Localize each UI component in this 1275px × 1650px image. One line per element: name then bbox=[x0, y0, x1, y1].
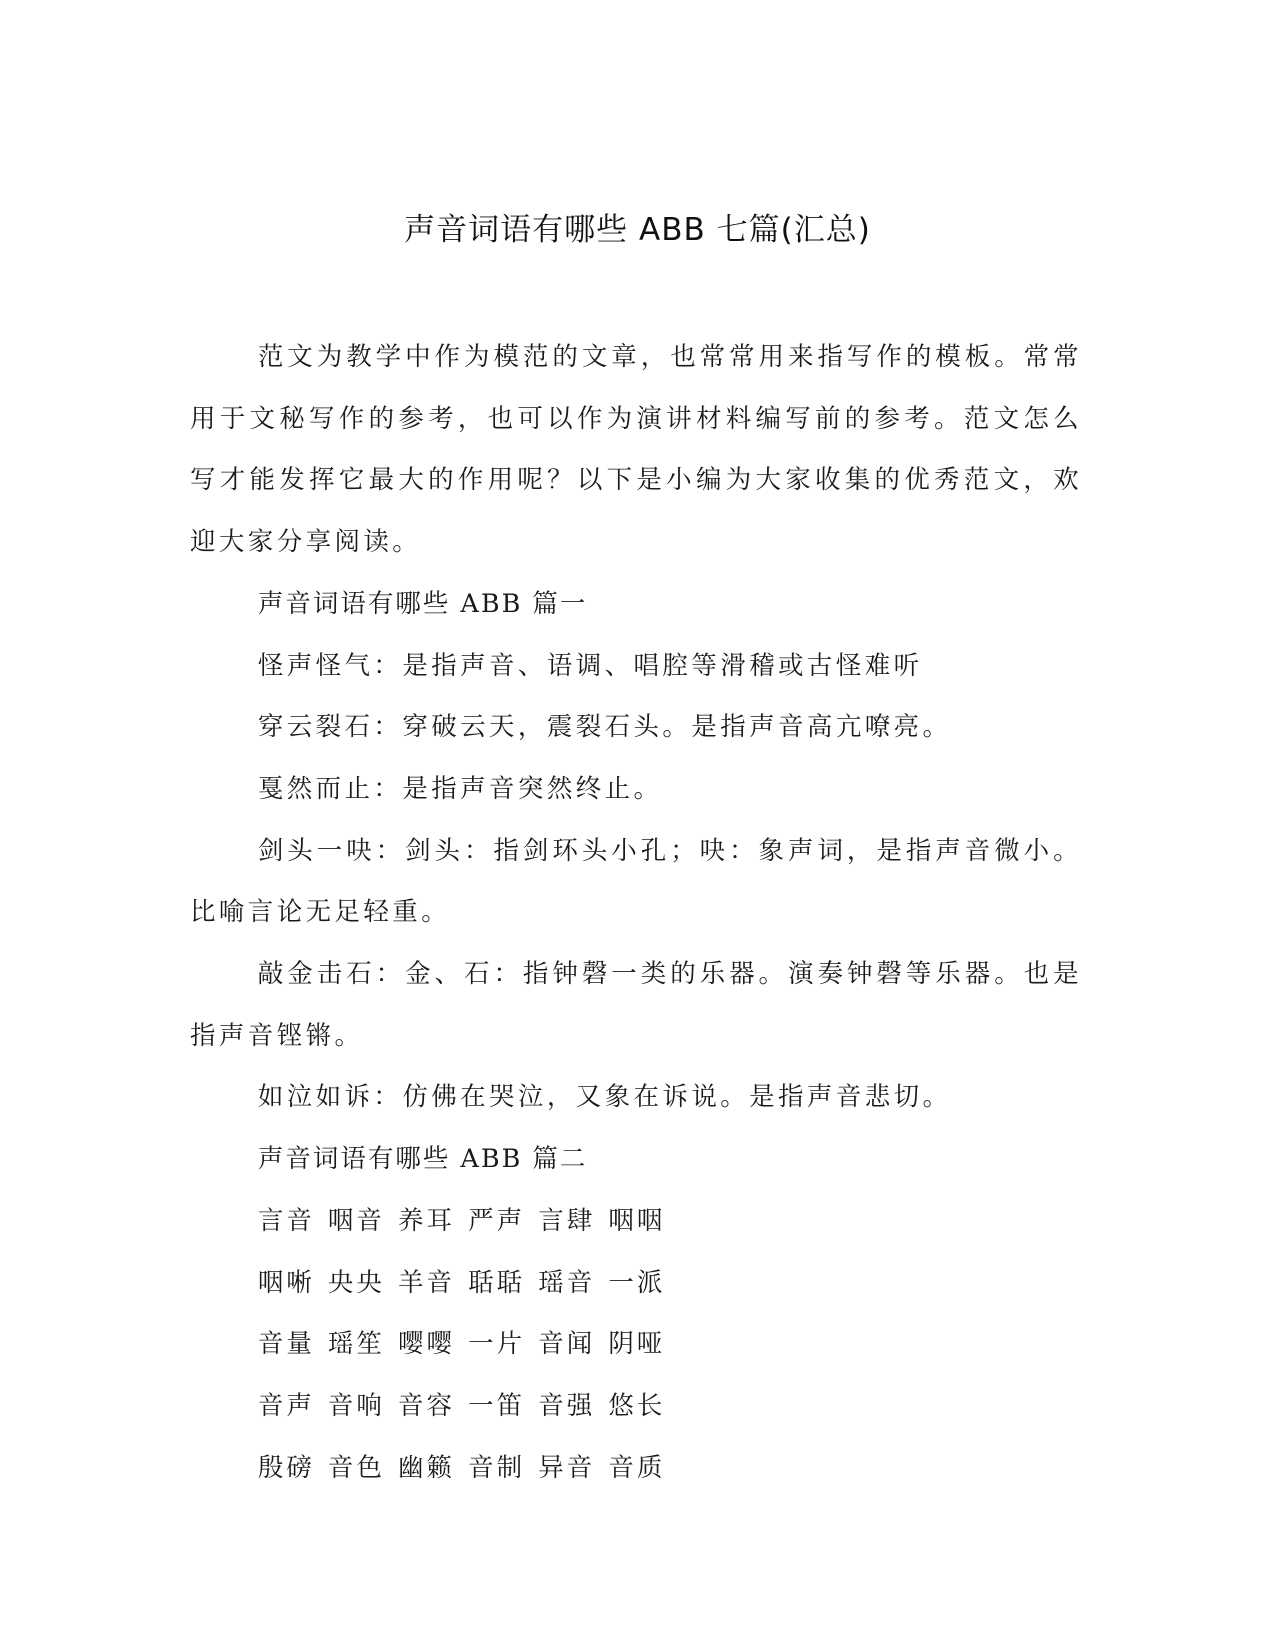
idiom-entry: 穿云裂石：穿破云天，震裂石头。是指声音高亢嘹亮。 bbox=[257, 712, 952, 743]
idiom-entry: 戛然而止：是指声音突然终止。 bbox=[257, 773, 663, 804]
idiom-entry: 敲金击石：金、石：指钟磬一类的乐器。演奏钟磬等乐器。也是指声音铿锵。 bbox=[190, 959, 1082, 1051]
word-list-line: 咽唽 央央 羊音 聒聒 瑶音 一派 bbox=[257, 1267, 666, 1298]
idiom-entry: 剑头一吷：剑头：指剑环头小孔；吷：象声词，是指声音微小。比喻言论无足轻重。 bbox=[190, 835, 1082, 928]
word-list-line: 殷磅 音色 幽籁 音制 异音 音质 bbox=[257, 1452, 666, 1483]
word-list-line: 音量 瑶笙 嘤嘤 一片 音闻 阴哑 bbox=[257, 1329, 666, 1360]
idiom-entry: 如泣如诉：仿佛在哭泣，又象在诉说。是指声音悲切。 bbox=[257, 1082, 952, 1113]
word-list-line: 音声 音响 音容 一笛 音强 悠长 bbox=[257, 1390, 666, 1421]
document-title: 声音词语有哪些 ABB 七篇(汇总) bbox=[404, 212, 871, 248]
section-heading-1: 声音词语有哪些 ABB 篇一 bbox=[257, 588, 588, 619]
intro-paragraph: 范文为教学中作为模范的文章，也常常用来指写作的模板。常常用于文秘写作的参考，也可以作为演讲材料编写前的参考。范文怎么写才能发挥它最大的作用呢？以下是小编为大家收集的优秀范文，欢迎大家分享阅读。 bbox=[190, 342, 1082, 558]
section-heading-2: 声音词语有哪些 ABB 篇二 bbox=[257, 1144, 588, 1175]
word-list-line: 言音 咽音 养耳 严声 言肆 咽咽 bbox=[257, 1205, 666, 1236]
idiom-entry: 怪声怪气：是指声音、语调、唱腔等滑稽或古怪难听 bbox=[257, 650, 923, 681]
document-body bbox=[190, 327, 1082, 1499]
